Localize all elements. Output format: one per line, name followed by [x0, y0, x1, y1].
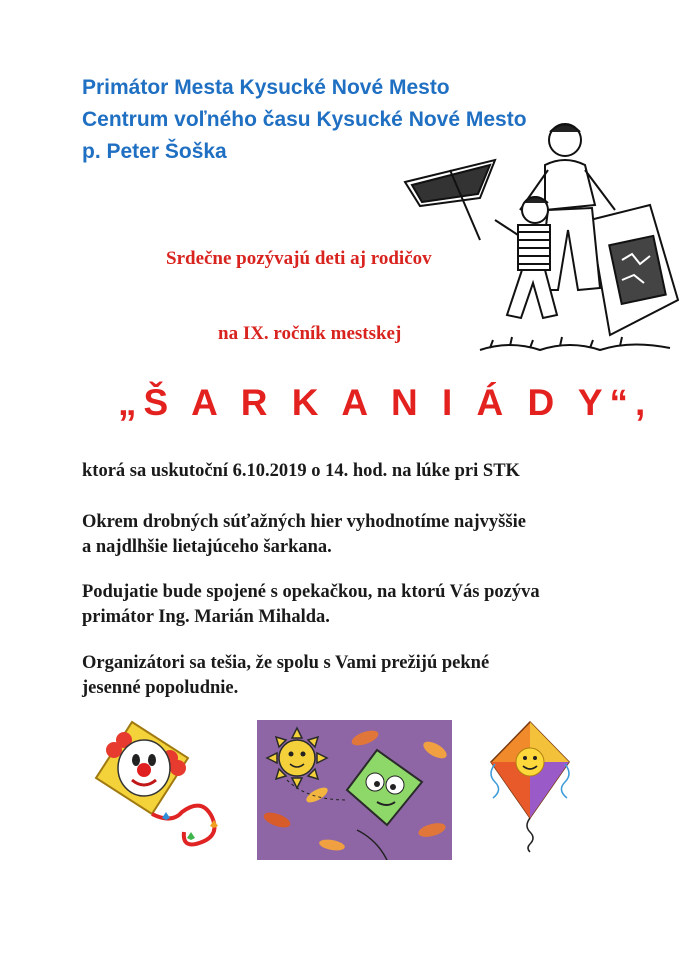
contest-description-line-1: Okrem drobných súťažných hier vyhodnotíme najvyššie — [82, 512, 526, 532]
closing-line-2: jesenné popoludnie. — [82, 678, 239, 698]
invitation-line: Srdečne pozývajú deti aj rodičov — [166, 248, 432, 269]
man-and-boy-with-kite-illustration — [400, 110, 679, 365]
organizer-line-mayor: Primátor Mesta Kysucké Nové Mesto — [82, 76, 450, 99]
picnic-description-line-1: Podujatie bude spojené s opekačkou, na ktorú Vás pozýva — [82, 582, 540, 602]
contest-description-line-2: a najdlhšie lietajúceho šarkana. — [82, 537, 332, 557]
organizer-line-center: Centrum voľného času Kysucké Nové Mesto — [82, 108, 527, 131]
edition-line: na IX. ročník mestskej — [218, 323, 402, 344]
clown-kite-illustration — [92, 718, 232, 858]
picnic-description-line-2: primátor Ing. Marián Mihalda. — [82, 607, 330, 627]
event-date-location: ktorá sa uskutoční 6.10.2019 o 14. hod. na lúke pri STK — [82, 461, 520, 481]
event-title: „Š A R K A N I Á D Y“, — [118, 382, 653, 423]
closing-line-1: Organizátori sa tešia, že spolu s Vami prežijú pekné — [82, 653, 490, 673]
sun-and-kite-autumn-illustration — [257, 720, 452, 860]
organizer-line-person: p. Peter Šoška — [82, 140, 227, 163]
smiley-kite-illustration — [485, 718, 575, 853]
